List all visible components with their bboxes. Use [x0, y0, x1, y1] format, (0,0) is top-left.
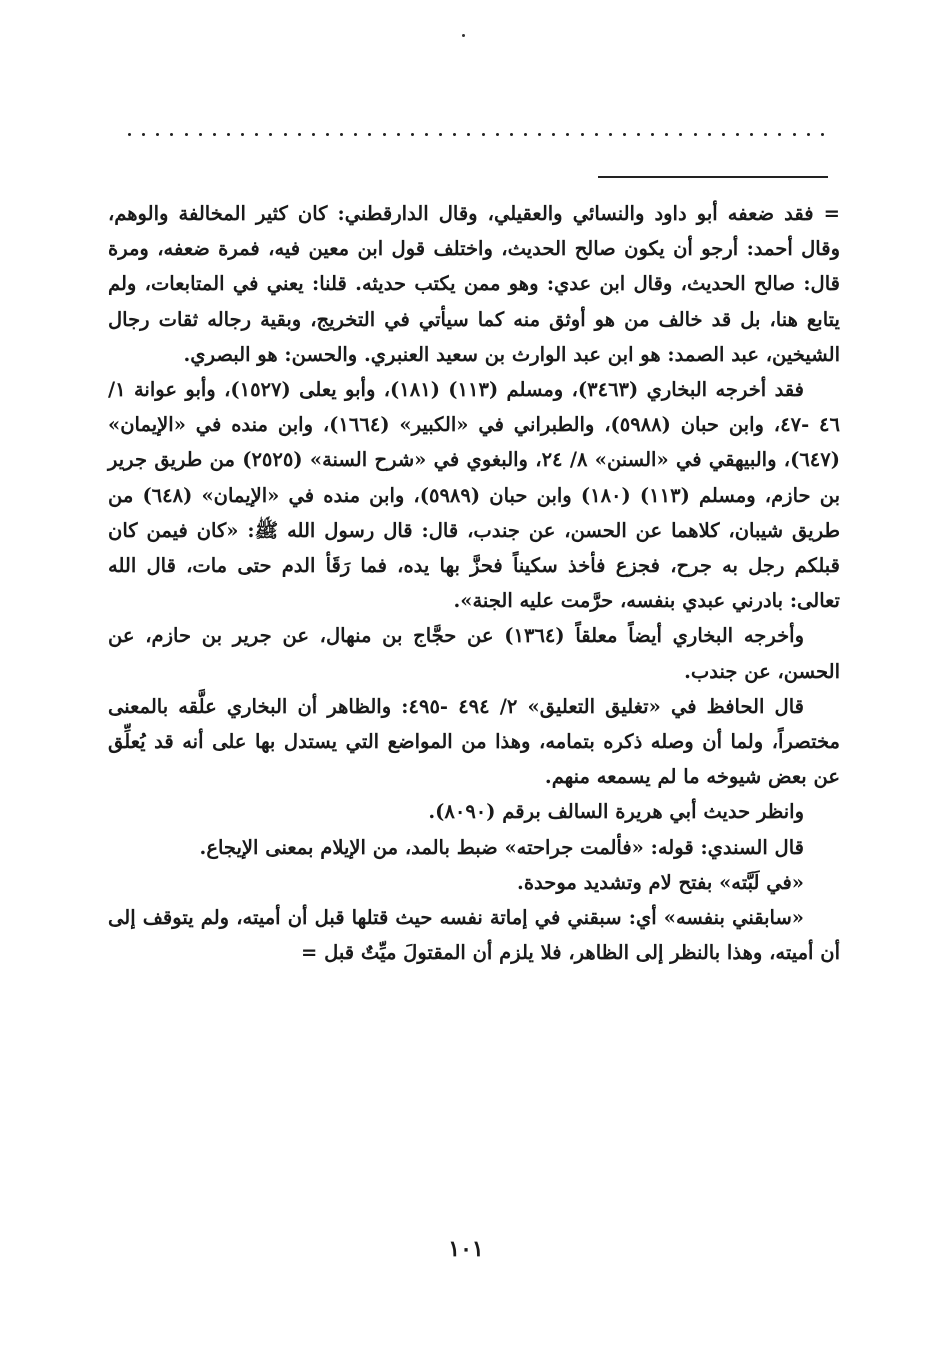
footnote-text [108, 196, 840, 970]
footnote-paragraph-6: قال السندي: قوله: «فألمت جراحته» ضبط بالمد، من الإيلام بمعنى الإيجاع. [199, 835, 804, 859]
footnote-paragraph-2: فقد أخرجه البخاري (٣٤٦٣)، ومسلم (١١٣) (١٨١)، وأبو يعلى (١٥٢٧)، وأبو عوانة ١/ ٤٦ -٤٧، وابن حبان (٥٩٨٨)، والطبراني في «الكبير» (١٦٦٤)، وابن منده في «الإيمان» (٦٤٧)، والبيهقي في «السنن» ٨/ ٢٤، والبغوي في «شرح السنة» (٢٥٢٥) من طريق جرير بن حازم، ومسلم (١١٣) (١٨٠) وابن حبان (٥٩٨٩)، وابن منده في «الإيمان» (٦٤٨) من طريق شيبان، كلاهما عن الحسن، عن جندب، قال: قال رسول الله ﷺ: «كان فيمن كان قبلكم رجل به جرح، فجزع فأخذ سكيناً فحزَّ بها يده، فما رَقَأ الدم حتى مات، قال الله تعالى: بادرني عبدي بنفسه، حرَّمت عليه الجنة». [108, 378, 840, 613]
footnote-paragraph-7: «في لَبَّته» بفتح لام وتشديد موحدة. [517, 870, 804, 894]
footnote-paragraph-8: «سابقني بنفسه» أي: سبقني في إماتة نفسه حيث قتلها قبل أن أميته، ولم يتوقف إلى أن أميته، وهذا بالنظر إلى الظاهر، فلا يلزم أن المقتولَ ميِّتٌ قبل = [108, 906, 840, 965]
page-speck [462, 34, 465, 37]
footnote-paragraph-1: = فقد ضعفه أبو داود والنسائي والعقيلي، وقال الدارقطني: كان كثير المخالفة والوهم، وقال أحمد: أرجو أن يكون صالح الحديث، واختلف قول ابن معين فيه، فمرة ضعفه، ومرة قال: صالح الحديث، وقال ابن عدي: وهو ممن يكتب حديثه. قلنا: يعني في المتابعات، ولم يتابع هنا، بل قد خالف من هو أوثق منه كما سيأتي في التخريج، وبقية رجاله ثقات رجال الشيخين، عبد الصمد: هو ابن عبد الوارث بن سعيد العنبري. والحسن: هو البصري. [108, 202, 840, 366]
footnote-paragraph-5: وانظر حديث أبي هريرة السالف برقم (٨٠٩٠). [428, 800, 804, 824]
page-number: ١٠١ [448, 1236, 484, 1262]
footnote-paragraph-3: وأخرجه البخاري أيضاً معلقاً (١٣٦٤) عن حجَّاج بن منهال، عن جرير بن حازم، عن الحسن، عن جندب. [108, 624, 840, 683]
footnote-paragraph-4: قال الحافظ في «تغليق التعليق» ٢/ ٤٩٤ -٤٩٥: والظاهر أن البخاري علَّقه بالمعنى مختصراً، ولما أن وصله ذكره بتمامه، وهذا من المواضع التي يستدل بها على أنه قد يُعلِّق عن بعض شيوخه ما لم يسمعه منهم. [108, 694, 840, 789]
footnote-rule [598, 176, 828, 178]
dotted-separator [128, 124, 824, 144]
